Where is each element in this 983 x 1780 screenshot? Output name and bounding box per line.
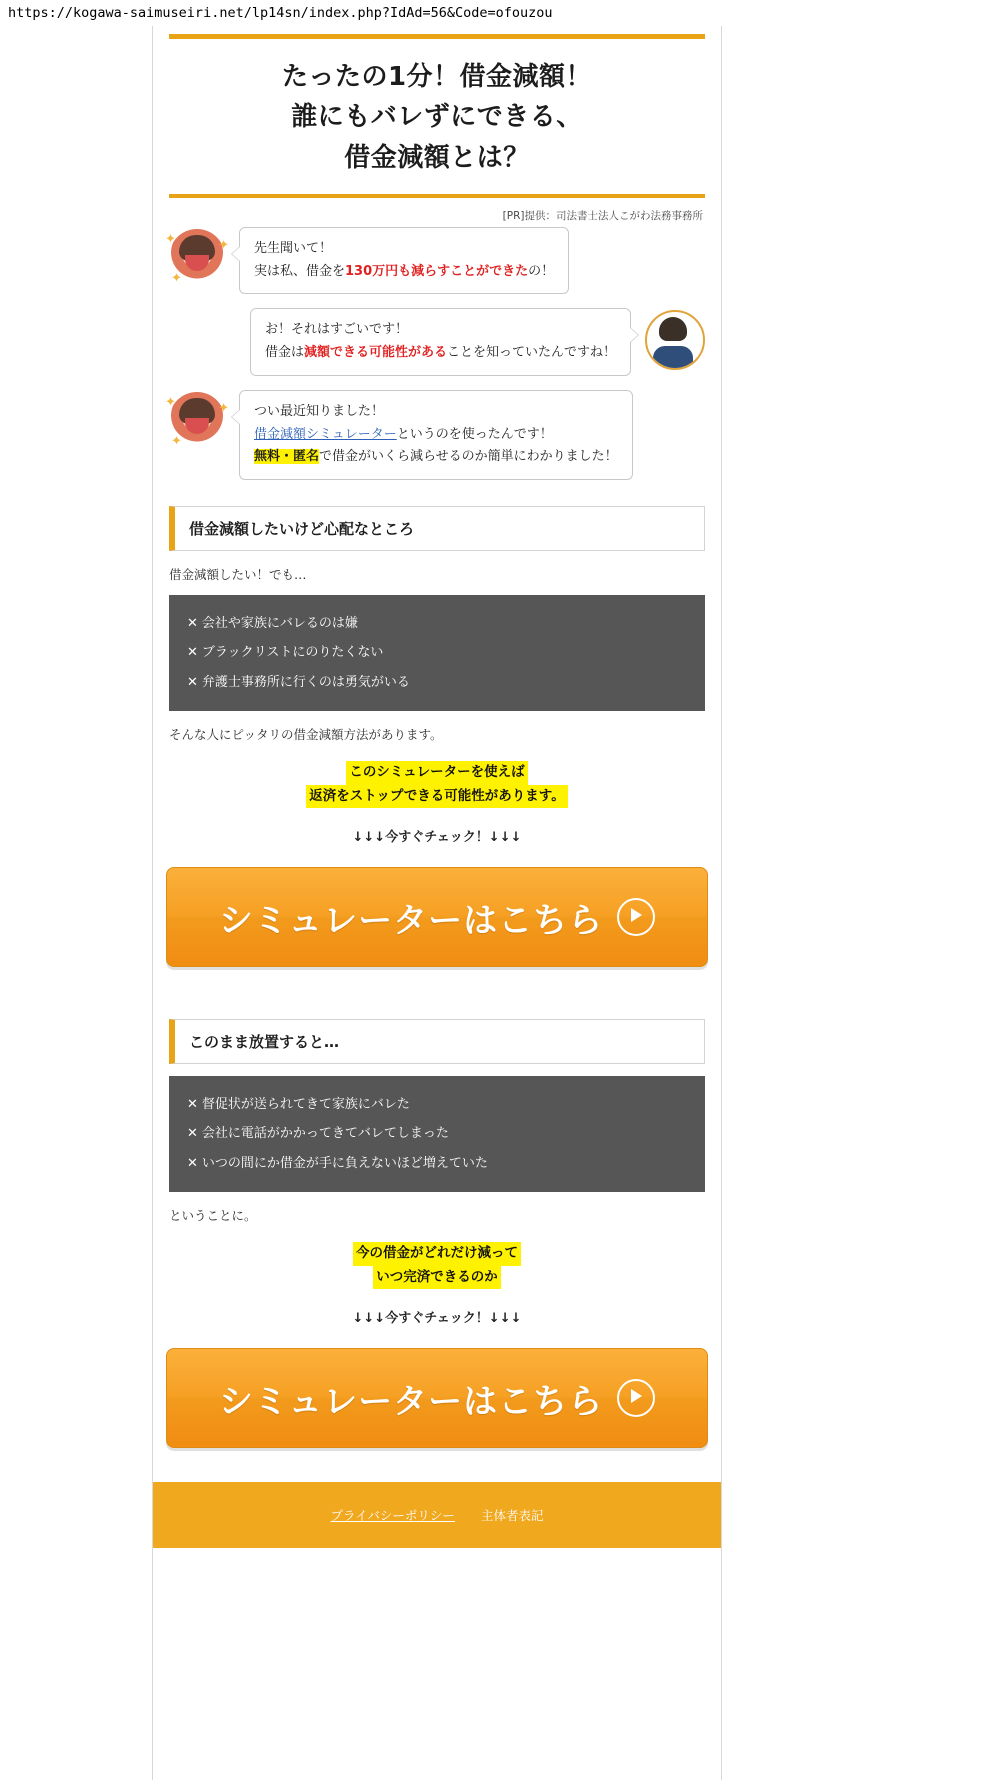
list-item-label: いつの間にか借金が手に負えないほど増えていた bbox=[201, 1155, 488, 1171]
sparkle-icon: ✦ bbox=[218, 237, 229, 253]
sparkle-icon: ✦ bbox=[218, 400, 229, 416]
landing-page-column bbox=[152, 26, 722, 1780]
list-item bbox=[187, 609, 687, 638]
operator-info-link[interactable]: 主体者表記 bbox=[480, 1508, 544, 1524]
cross-icon: ✕ bbox=[187, 1097, 198, 1113]
section-2-highlight bbox=[169, 1242, 705, 1289]
chat-row-3 bbox=[165, 390, 705, 480]
chat-1-highlight: 130万円も減らすことができた bbox=[345, 263, 529, 279]
cross-icon: ✕ bbox=[187, 674, 198, 690]
chat-2-pre: 借金は bbox=[264, 345, 304, 361]
section-1-after-text: そんな人にピッタリの借金減額方法があります。 bbox=[169, 726, 443, 742]
list-item-label: 会社に電話がかかってきてバレてしまった bbox=[201, 1126, 449, 1142]
chat-bubble-3-line-1: つい最近知りました！ bbox=[254, 403, 385, 419]
list-item bbox=[187, 668, 687, 697]
section-2-risk-list bbox=[169, 1076, 705, 1192]
list-item bbox=[187, 1119, 687, 1148]
chat-bubble-3 bbox=[239, 390, 633, 480]
chat-row-1 bbox=[165, 227, 705, 295]
chat-2-post: ことを知っていたんですね！ bbox=[446, 345, 616, 361]
highlight-line-2: 返済をストップできる可能性があります。 bbox=[306, 785, 567, 809]
highlight-line-1: 今の借金がどれだけ減って bbox=[353, 1242, 521, 1266]
chat-conversation bbox=[153, 223, 721, 480]
list-item bbox=[187, 638, 687, 667]
avatar-lawyer-icon bbox=[645, 310, 705, 370]
sparkle-icon: ✦ bbox=[171, 270, 182, 286]
chat-bubble-2-line-2 bbox=[265, 342, 616, 365]
section-2-after-text: ということに。 bbox=[169, 1207, 257, 1223]
page-viewport bbox=[0, 26, 983, 1780]
highlight-line-2: いつ完済できるのか bbox=[373, 1266, 501, 1290]
list-item bbox=[187, 1149, 687, 1178]
section-1-highlight bbox=[169, 761, 705, 808]
cross-icon: ✕ bbox=[187, 1155, 198, 1171]
sparkle-icon: ✦ bbox=[165, 231, 176, 247]
list-item-label: 督促状が送られてきて家族にバレた bbox=[201, 1097, 410, 1113]
chat-bubble-1-line-2 bbox=[254, 261, 554, 284]
sparkle-icon: ✦ bbox=[165, 394, 176, 410]
chat-bubble-3-line-2 bbox=[254, 424, 618, 447]
browser-url-bar[interactable] bbox=[0, 0, 983, 26]
sparkle-icon: ✦ bbox=[171, 433, 182, 449]
chat-3-highlight: 無料・匿名 bbox=[254, 449, 320, 465]
play-circle-icon bbox=[617, 898, 655, 936]
chat-1-post: の！ bbox=[528, 263, 555, 279]
chat-bubble-3-line-3 bbox=[254, 446, 618, 469]
url-text: https://kogawa-saimuseiri.net/lp14sn/index.php?IdAd=56&Code=ofouzou bbox=[8, 5, 553, 21]
chat-bubble-1 bbox=[239, 227, 569, 295]
simulator-link[interactable]: 借金減額シミュレーター bbox=[254, 426, 397, 442]
spacer bbox=[153, 967, 721, 993]
simulator-cta-button-2[interactable] bbox=[166, 1348, 708, 1448]
privacy-policy-link[interactable]: プライバシーポリシー bbox=[330, 1508, 455, 1524]
cross-icon: ✕ bbox=[187, 645, 198, 661]
chat-1-pre: 実は私、借金を bbox=[254, 263, 346, 279]
section-1-arrows: ↓↓↓今すぐチェック！↓↓↓ bbox=[352, 830, 522, 846]
chat-3-post: というのを使ったんです！ bbox=[396, 426, 553, 442]
list-item bbox=[187, 1090, 687, 1119]
hero-line-1: たったの1分！借金減額！ bbox=[281, 62, 593, 92]
chat-2-highlight: 減額できる可能性がある bbox=[303, 345, 447, 361]
section-1-heading: 借金減額したいけど心配なところ bbox=[169, 506, 705, 551]
cta-label: シミュレーターはこちら bbox=[218, 900, 604, 941]
cross-icon: ✕ bbox=[187, 1126, 198, 1142]
section-1-lead: 借金減額したい！でも… bbox=[169, 567, 307, 583]
hero-line-3: 借金減額とは？ bbox=[344, 142, 530, 173]
page-footer bbox=[153, 1482, 721, 1548]
cta-label: シミュレーターはこちら bbox=[218, 1381, 604, 1422]
chat-bubble-2-line-1: お！それはすごいです！ bbox=[264, 322, 408, 338]
avatar-girl-icon bbox=[165, 392, 229, 449]
highlight-line-1: このシミュレーターを使えば bbox=[346, 761, 527, 785]
chat-bubble-2 bbox=[250, 308, 631, 376]
hero-heading bbox=[169, 39, 705, 198]
hero-line-2: 誰にもバレずにできる、 bbox=[291, 102, 583, 133]
list-item-label: 会社や家族にバレるのは嫌 bbox=[201, 616, 358, 632]
cross-icon: ✕ bbox=[187, 616, 198, 632]
section-1-concern-list bbox=[169, 595, 705, 711]
section-2-arrows: ↓↓↓今すぐチェック！↓↓↓ bbox=[352, 1311, 522, 1327]
chat-3-tail: で借金がいくら減らせるのか簡単にわかりました！ bbox=[319, 449, 618, 465]
chat-bubble-1-line-1: 先生聞いて！ bbox=[254, 240, 333, 256]
list-item-label: ブラックリストにのりたくない bbox=[201, 645, 384, 661]
pr-provider-note: [PR]提供：司法書士法人こがわ法務事務所 bbox=[502, 209, 703, 222]
list-item-label: 弁護士事務所に行くのは勇気がいる bbox=[201, 674, 410, 690]
section-2-heading: このまま放置すると… bbox=[169, 1019, 705, 1064]
chat-row-2 bbox=[169, 308, 705, 376]
play-circle-icon bbox=[617, 1379, 655, 1417]
avatar-girl-icon bbox=[165, 229, 229, 286]
simulator-cta-button-1[interactable] bbox=[166, 867, 708, 967]
